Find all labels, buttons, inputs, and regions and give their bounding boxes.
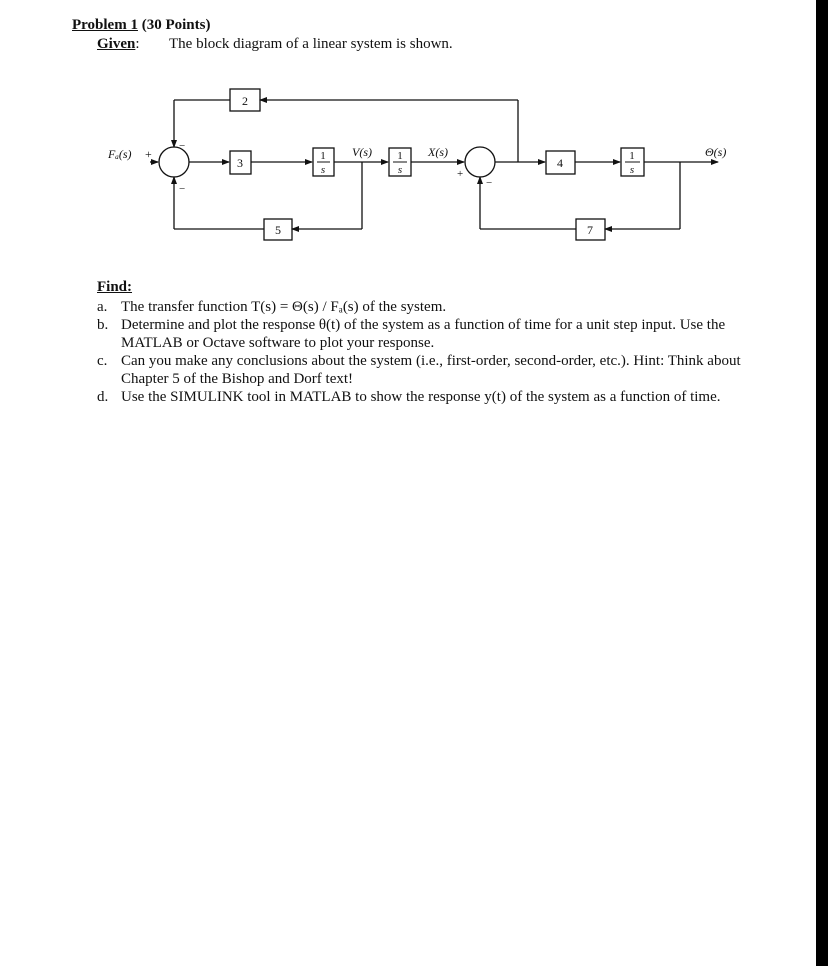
output-label: Θ(s) [705,145,727,159]
integrator-1-den: s [320,164,326,176]
item-text: Can you make any conclusions about the system (i.e., first-order, second-order, etc.). Hint: Think about Chapter 5 of the Bishop and Dorf text! [121,353,741,387]
list-item [97,298,757,316]
input-plus-sign: + [145,147,152,161]
summer2-plus-sign: + [457,168,464,180]
integrator-3-den: s [629,164,635,176]
item-text: Determine and plot the response θ(t) of the system as a function of time for a unit step input. Use the MATLAB or Octave software to plot your response. [121,317,726,351]
integrator-2-den: s [397,164,403,176]
item-text: Use the SIMULINK tool in MATLAB to show the response y(t) of the system as a function of time. [121,389,721,405]
v-label: V(s) [352,145,372,159]
item-marker: b. [97,317,109,333]
find-list [97,298,757,406]
item-marker: c. [97,353,108,369]
x-label: X(s) [428,145,448,159]
summer2-minus-sign: − [486,177,493,189]
list-item [97,316,757,352]
list-item [97,388,757,406]
problem-points: (30 Points) [141,17,211,33]
block-diagram [0,0,816,260]
summing-junction-2 [465,147,495,177]
given-line: Given: The block diagram of a linear system is shown. [97,36,453,52]
bottom-minus-sign: − [179,183,186,195]
find-label: Find: [97,279,133,295]
list-item [97,352,757,388]
given-text: The block diagram of a linear system is shown. [169,36,453,52]
integrator-2-num: 1 [397,150,403,162]
gain-3-value: 3 [237,156,243,170]
item-marker: a. [97,299,108,315]
problem-title: Problem 1 [72,17,138,33]
gain-2-value: 2 [242,94,248,108]
gain-4-value: 4 [557,156,563,170]
integrator-3-num: 1 [629,150,635,162]
input-label: Fₐ(s) [108,147,132,161]
gain-5-value: 5 [275,223,281,237]
integrator-1-num: 1 [320,150,326,162]
given-label: Given [97,36,136,52]
item-text: The transfer function T(s) = Θ(s) / Fₐ(s) of the system. [121,299,447,315]
item-marker: d. [97,389,109,405]
top-minus-sign: − [179,140,186,152]
gain-7-value: 7 [587,223,593,237]
